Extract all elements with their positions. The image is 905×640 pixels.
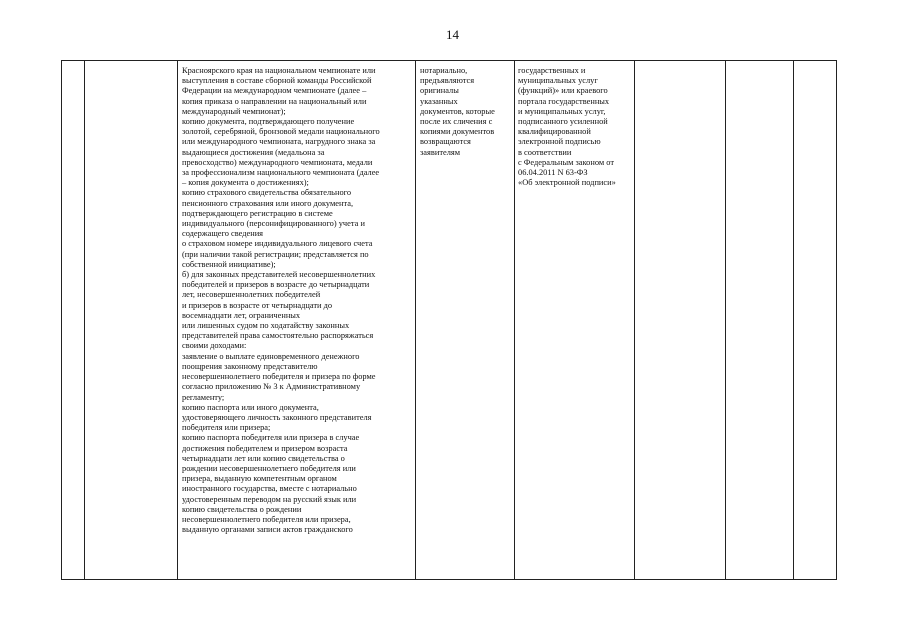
documents-list-line: удостоверенным переводом на русский язык или xyxy=(182,494,357,504)
documents-list-line: б) для законных представителей несовершеннолетних xyxy=(182,270,376,280)
submission-method-line: электронной подписью xyxy=(518,137,601,147)
documents-list-line: достижения победителем и призером возраста xyxy=(182,443,348,453)
documents-list-line: несовершеннолетнего победителя или призера, xyxy=(182,514,351,524)
submission-method-line: в соответствии xyxy=(518,147,572,157)
documents-list-line: копию свидетельства о рождении xyxy=(182,504,302,514)
documents-list-line: выступления в составе сборной команды Российской xyxy=(182,76,372,86)
documents-list-line: копию паспорта или иного документа, xyxy=(182,402,319,412)
documents-list-line: четырнадцати лет или копию свидетельства о xyxy=(182,453,345,463)
documents-list-line: или международного чемпионата, нагрудного знака за xyxy=(182,137,376,147)
documents-list-line: удостоверяющего личность законного представителя xyxy=(182,412,372,422)
submission-method-line: 06.04.2011 N 63-ФЗ xyxy=(518,168,588,178)
originals-note-line: документов, которые xyxy=(420,106,495,116)
submission-method-line: «Об электронной подписи» xyxy=(518,178,616,188)
documents-list-line: Федерации на международном чемпионате (далее – xyxy=(182,86,367,96)
documents-list-line: несовершеннолетнего победителя и призера по форме xyxy=(182,372,376,382)
submission-method-line: портала государственных xyxy=(518,96,610,106)
documents-list-line: победителя или призера; xyxy=(182,423,271,433)
submission-method-cell xyxy=(518,66,616,188)
originals-note-line: предъявляются xyxy=(420,76,475,86)
originals-note-line: копиями документов xyxy=(420,127,495,137)
column-divider xyxy=(177,61,178,579)
documents-list-line: своими доходами: xyxy=(182,341,247,351)
documents-list-line: копия приказа о направлении на национальный или xyxy=(182,96,367,106)
documents-list-line: золотой, серебряной, бронзовой медали национального xyxy=(182,127,380,137)
documents-list-line: превосходство) международного чемпионата, медали xyxy=(182,157,373,167)
originals-note-line: указанных xyxy=(420,96,458,106)
documents-list-line: победителей и призеров в возрасте до четырнадцати xyxy=(182,280,370,290)
submission-method-line: подписанного усиленной xyxy=(518,117,608,127)
column-divider xyxy=(634,61,635,579)
documents-list-line: призера, выданную компетентным органом xyxy=(182,474,337,484)
documents-list-line: выданную органами записи актов гражданского xyxy=(182,525,353,535)
originals-note-line: возвращаются xyxy=(420,137,471,147)
documents-list-line: лет, несовершеннолетних победителей xyxy=(182,290,321,300)
documents-list-line: согласно приложению № 3 к Административному xyxy=(182,382,361,392)
documents-list-line: подтверждающего регистрацию в системе xyxy=(182,208,333,218)
column-divider xyxy=(84,61,85,579)
documents-list-cell xyxy=(182,66,380,535)
documents-list-line: и призеров в возрасте от четырнадцати до xyxy=(182,300,333,310)
submission-method-line: муниципальных услуг xyxy=(518,76,598,86)
documents-list-line: – копия документа о достижениях); xyxy=(182,178,309,188)
submission-method-line: (функций)» или краевого xyxy=(518,86,608,96)
submission-method-line: квалифицированной xyxy=(518,127,591,137)
documents-list-line: поощрения законному представителю xyxy=(182,361,318,371)
documents-list-line: заявление о выплате единовременного денежного xyxy=(182,351,360,361)
submission-method-line: с Федеральным законом от xyxy=(518,157,614,167)
column-divider xyxy=(725,61,726,579)
documents-list-line: копию паспорта победителя или призера в случае xyxy=(182,433,360,443)
documents-list-line: или лишенных судом по ходатайству законных xyxy=(182,321,350,331)
page-number: 14 xyxy=(446,27,459,42)
documents-list-line: пенсионного страхования или иного документа, xyxy=(182,198,354,208)
documents-list-line: регламенту; xyxy=(182,392,225,402)
documents-list-line: копию страхового свидетельства обязательного xyxy=(182,188,352,198)
submission-method-line: и муниципальных услуг, xyxy=(518,106,606,116)
submission-method-line: государственных и xyxy=(518,66,586,75)
documents-list-line: восемнадцати лет, ограниченных xyxy=(182,310,301,320)
documents-list-line: за профессионализм национального чемпионата (далее xyxy=(182,168,380,178)
documents-list-line: копию документа, подтверждающего получение xyxy=(182,117,355,127)
documents-list-line: представителей права самостоятельно распоряжаться xyxy=(182,331,374,341)
documents-list-line: о страховом номере индивидуального лицевого счета xyxy=(182,239,373,249)
documents-list-line: содержащего сведения xyxy=(182,229,264,239)
originals-note-line: оригиналы xyxy=(420,86,459,96)
documents-list-line: индивидуального (персонифицированного) учета и xyxy=(182,219,365,229)
originals-note-line: нотариально, xyxy=(420,66,468,75)
originals-note-line: после их сличения с xyxy=(420,117,493,127)
documents-list-line: иностранного государства, вместе с нотариально xyxy=(182,484,357,494)
documents-table xyxy=(61,60,837,580)
documents-list-line: выдающиеся достижения (медальона за xyxy=(182,147,325,157)
column-divider xyxy=(415,61,416,579)
documents-list-line: рождении несовершеннолетнего победителя или xyxy=(182,463,356,473)
originals-note-cell xyxy=(420,66,495,158)
originals-note-line: заявителям xyxy=(420,147,461,157)
documents-list-line: международный чемпионат); xyxy=(182,106,286,116)
column-divider xyxy=(514,61,515,579)
documents-list-line: Красноярского края на национальном чемпионате или xyxy=(182,66,376,75)
column-divider xyxy=(793,61,794,579)
documents-list-line: собственной инициативе); xyxy=(182,259,276,269)
documents-list-line: (при наличии такой регистрации; представляется по xyxy=(182,249,369,259)
